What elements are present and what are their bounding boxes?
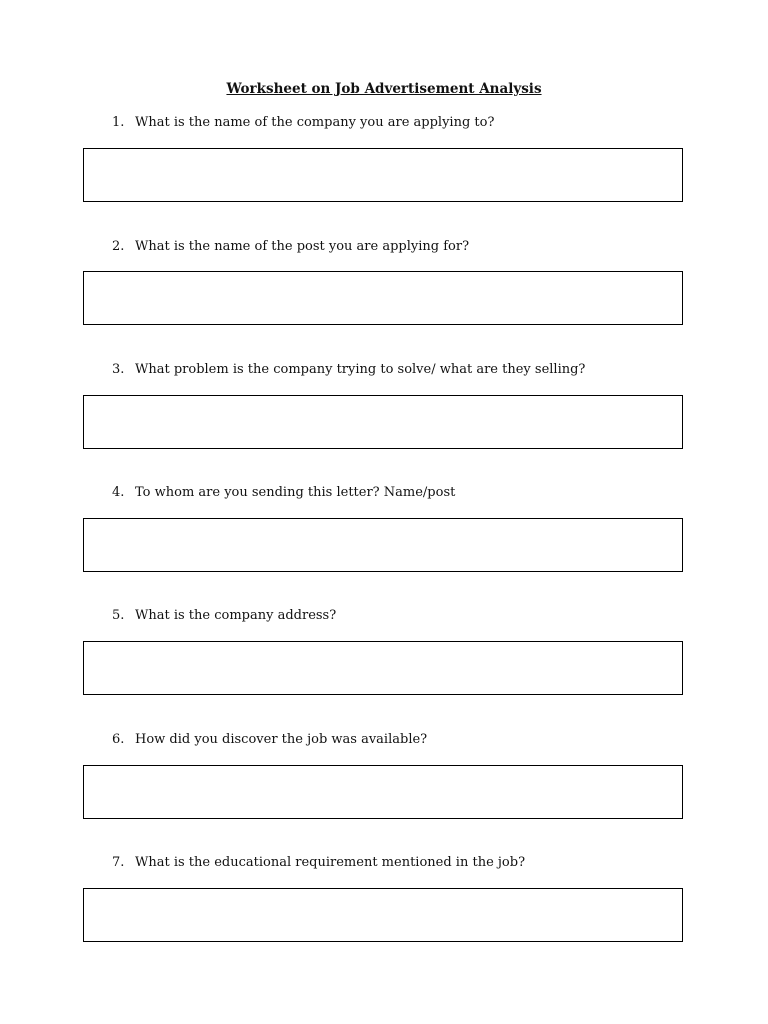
- question-text: What is the name of the post you are applying for?: [135, 239, 470, 254]
- answer-box-1[interactable]: [83, 148, 683, 202]
- question-text: What is the name of the company you are applying to?: [135, 115, 495, 130]
- question-text: How did you discover the job was available?: [135, 732, 428, 747]
- question-1: [112, 114, 494, 132]
- question-text: What is the company address?: [135, 608, 337, 623]
- answer-box-4[interactable]: [83, 518, 683, 572]
- answer-box-2[interactable]: [83, 271, 683, 325]
- question-7: [112, 854, 525, 872]
- question-number: 2.: [112, 239, 125, 254]
- answer-box-5[interactable]: [83, 641, 683, 695]
- answer-box-3[interactable]: [83, 395, 683, 449]
- question-number: 4.: [112, 485, 125, 500]
- answer-box-7[interactable]: [83, 888, 683, 942]
- worksheet-title: Worksheet on Job Advertisement Analysis: [226, 81, 542, 97]
- answer-box-6[interactable]: [83, 765, 683, 819]
- question-5: [112, 607, 336, 625]
- question-2: [112, 238, 469, 256]
- question-text: To whom are you sending this letter? Name/post: [135, 485, 456, 500]
- question-number: 5.: [112, 608, 125, 623]
- question-text: What is the educational requirement mentioned in the job?: [135, 855, 526, 870]
- question-number: 7.: [112, 855, 125, 870]
- question-number: 1.: [112, 115, 125, 130]
- question-4: [112, 484, 455, 502]
- question-3: [112, 361, 585, 379]
- question-number: 3.: [112, 362, 125, 377]
- question-text: What problem is the company trying to solve/ what are they selling?: [135, 362, 586, 377]
- question-6: [112, 731, 427, 749]
- question-number: 6.: [112, 732, 125, 747]
